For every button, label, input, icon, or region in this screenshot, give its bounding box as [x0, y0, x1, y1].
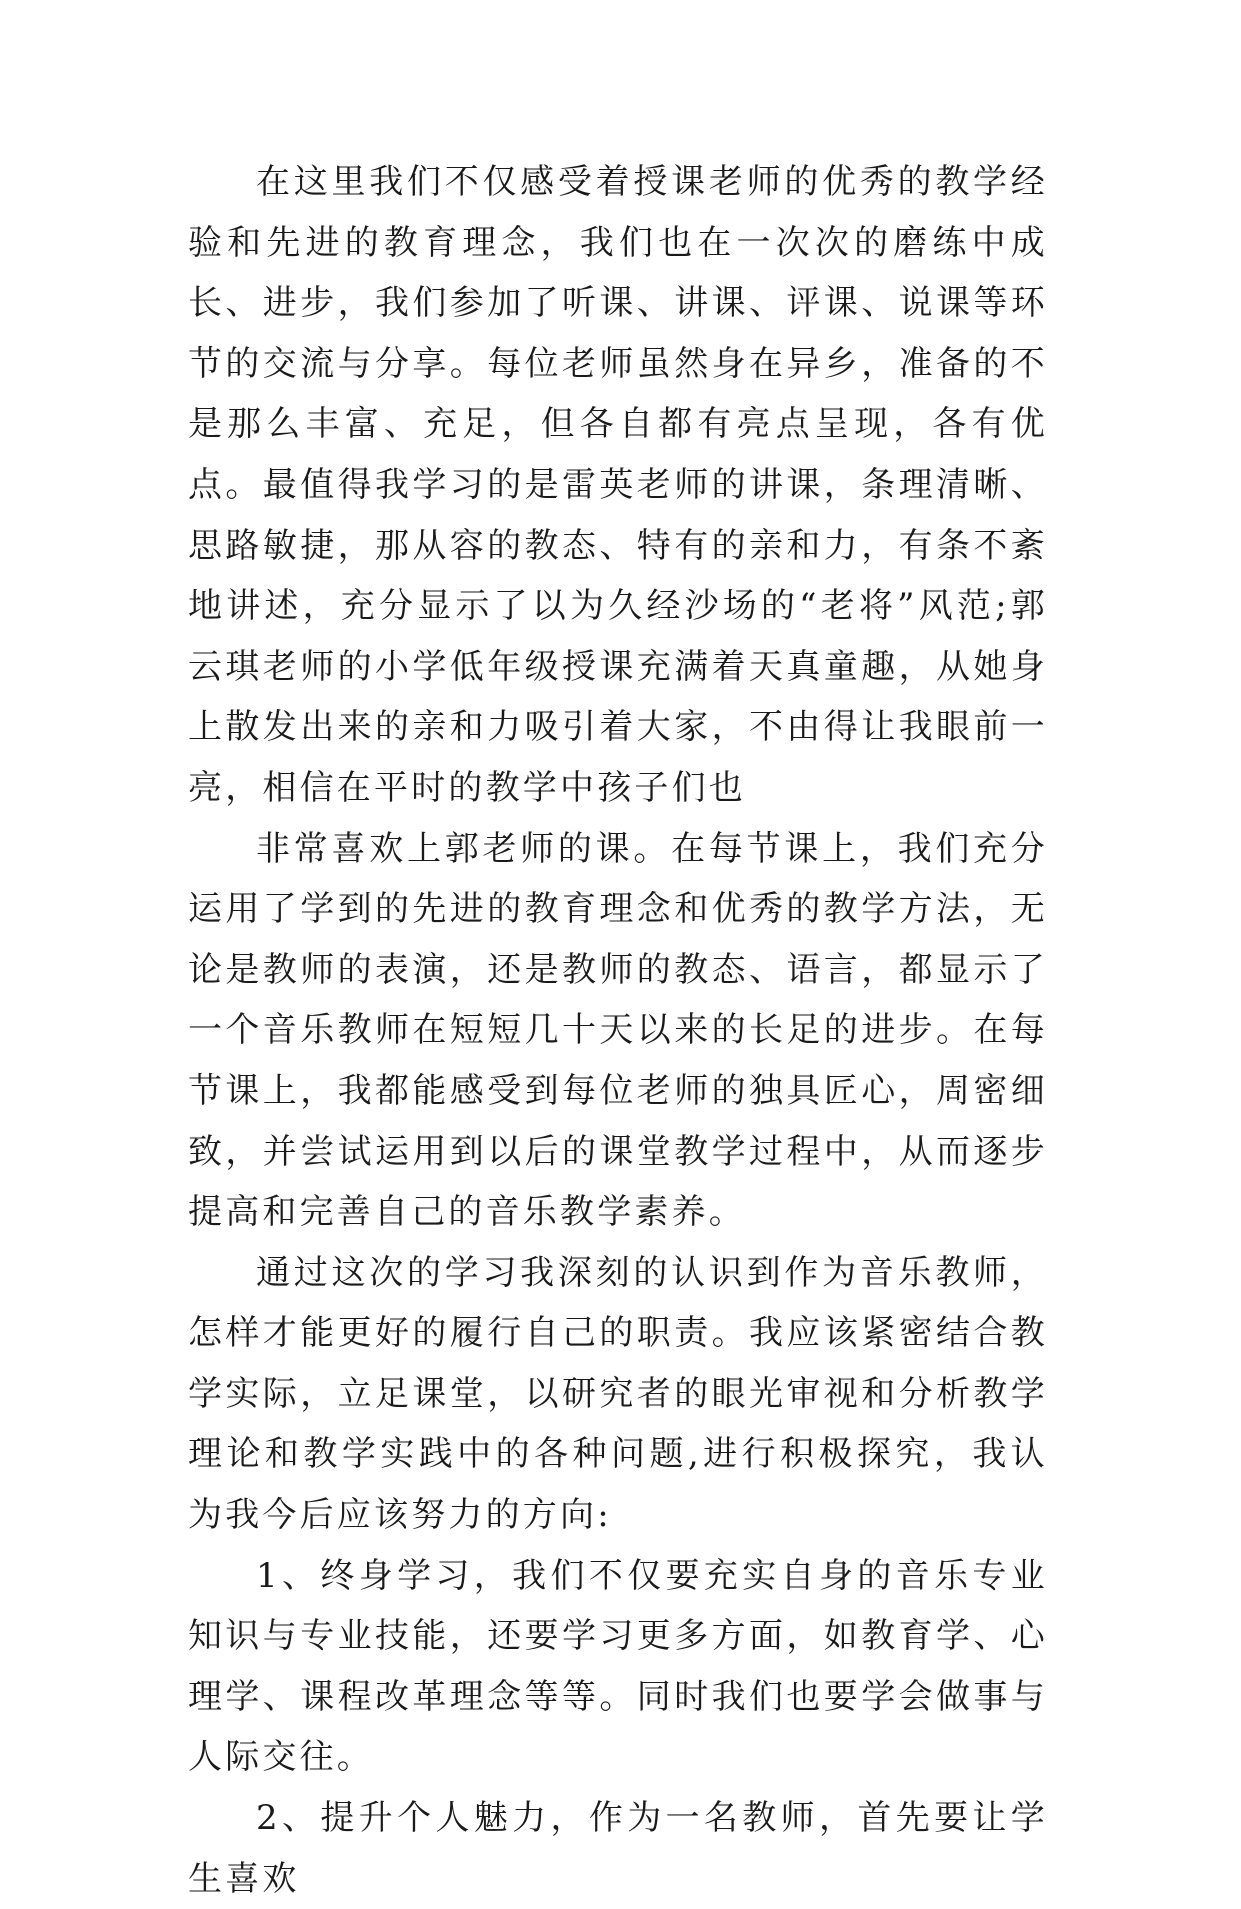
paragraph: 通过这次的学习我深刻的认识到作为音乐教师，怎样才能更好的履行自己的职责。我应该紧密结合教学实际，立足课堂，以研究者的眼光审视和分析教学理论和教学实践中的各种问题,进行积极探究，我认为我今后应该努力的方向: [188, 1252, 1048, 1536]
document-body [188, 152, 1048, 1909]
list-item-paragraph: 2、提升个人魅力，作为一名教师，首先要让学生喜欢 [188, 1798, 1048, 1899]
paragraph: 非常喜欢上郭老师的课。在每节课上，我们充分运用了学到的先进的教育理念和优秀的教学方法，无论是教师的表演，还是教师的教态、语言，都显示了一个音乐教师在短短几十天以来的长足的进步。在每节课上，我都能感受到每位老师的独具匠心，周密细致，并尝试运用到以后的课堂教学过程中，从而逐步提高和完善自己的音乐教学素养。 [188, 828, 1048, 1233]
paragraph: 在这里我们不仅感受着授课老师的优秀的教学经验和先进的教育理念，我们也在一次次的磨练中成长、进步，我们参加了听课、讲课、评课、说课等环节的交流与分享。每位老师虽然身在异乡，准备的不是那么丰富、充足，但各自都有亮点呈现，各有优点。最值得我学习的是雷英老师的讲课，条理清晰、思路敏捷，那从容的教态、特有的亲和力，有条不紊地讲述，充分显示了以为久经沙场的“老将”风范;郭云琪老师的小学低年级授课充满着天真童趣，从她身上散发出来的亲和力吸引着大家，不由得让我眼前一亮，相信在平时的教学中孩子们也 [188, 162, 1048, 808]
list-item-paragraph: 1、终身学习，我们不仅要充实自身的音乐专业知识与专业技能，还要学习更多方面，如教育学、心理学、课程改革理念等等。同时我们也要学会做事与人际交往。 [188, 1555, 1048, 1778]
